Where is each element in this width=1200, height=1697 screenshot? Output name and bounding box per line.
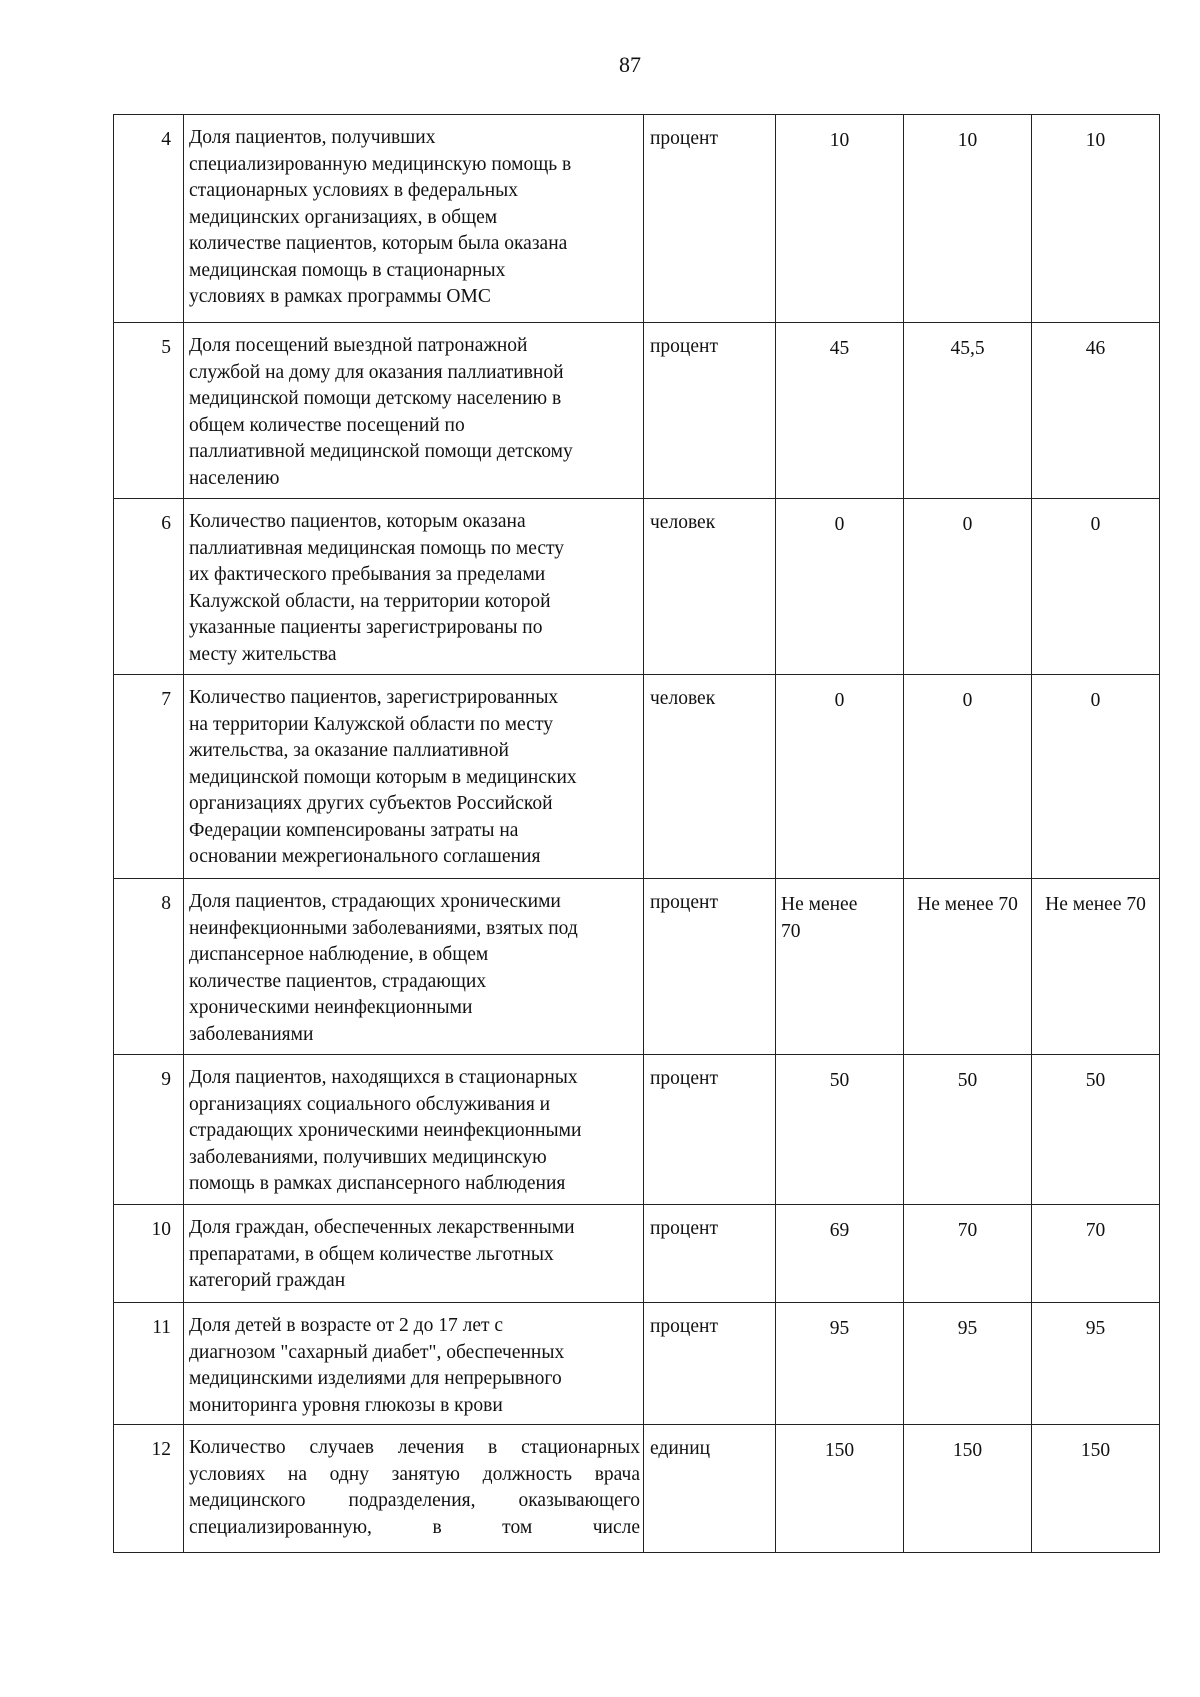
indicator-description [184,1205,644,1303]
value-year-3: 10 [1032,115,1160,323]
description-line: количестве пациентов, которым была оказана [189,233,568,254]
value-year-1: 50 [776,1055,904,1205]
unit-of-measure: процент [644,1205,776,1303]
indicator-description [184,675,644,879]
value-year-1: 0 [776,675,904,879]
table-row [114,1425,1160,1553]
description-line: их фактического пребывания за пределами [189,564,546,585]
indicator-description [184,323,644,499]
table-row [114,1055,1160,1205]
description-line: указанные пациенты зарегистрированы по [189,617,543,638]
description-line: Федерации компенсированы затраты на [189,819,519,841]
row-number: 8 [114,879,184,1055]
unit-of-measure: процент [644,1055,776,1205]
description-line: месту жительства [189,643,337,665]
description-line: медицинских организациях, в общем [189,206,498,228]
value-year-1: 10 [776,115,904,323]
value-line: 70 [781,920,801,942]
value-year-3: 50 [1032,1055,1160,1205]
value-year-3: 46 [1032,323,1160,499]
value-year-2: 45,5 [904,323,1032,499]
description-line: специализированную, в том числе [189,1516,640,1538]
row-number: 11 [114,1303,184,1425]
table-row [114,323,1160,499]
description-line: Количество пациентов, которым оказана [189,511,526,532]
description-line: неинфекционными заболеваниями, взятых под [189,917,578,939]
table-row [114,879,1160,1055]
description-line: жительства, за оказание паллиативной [189,740,509,761]
description-line: заболеваниями [189,1023,314,1045]
value-year-3: 150 [1032,1425,1160,1553]
description-line: диагнозом "сахарный диабет", обеспеченных [189,1341,565,1363]
description-line: стационарных условиях в федеральных [189,180,518,201]
indicator-description [184,115,644,323]
indicator-description [184,1303,644,1425]
description-line: Доля пациентов, находящихся в стационарных [189,1067,578,1088]
value-year-2: 0 [904,675,1032,879]
description-line: медицинского подразделения, оказывающего [189,1490,640,1511]
description-line: помощь в рамках диспансерного наблюдения [189,1173,566,1194]
description-line: Калужской области, на территории которой [189,590,551,612]
value-year-2: 50 [904,1055,1032,1205]
value-year-3: 0 [1032,499,1160,675]
table-row [114,499,1160,675]
unit-of-measure: человек [644,499,776,675]
value-year-1: 45 [776,323,904,499]
value-year-2: 150 [904,1425,1032,1553]
description-line: основании межрегионального соглашения [189,846,541,867]
description-line: количестве пациентов, страдающих [189,970,487,992]
description-line: специализированную медицинскую помощь в [189,153,572,175]
description-line: медицинскими изделиями для непрерывного [189,1368,562,1389]
description-line: медицинская помощь в стационарных [189,259,506,281]
unit-of-measure: человек [644,675,776,879]
description-line: хроническими неинфекционными [189,997,473,1018]
unit-of-measure: процент [644,115,776,323]
value-year-2: 0 [904,499,1032,675]
description-line: Доля пациентов, страдающих хроническими [189,891,561,912]
value-year-2: 95 [904,1303,1032,1425]
row-number: 7 [114,675,184,879]
value-year-1 [776,879,904,1055]
row-number: 12 [114,1425,184,1553]
unit-of-measure: процент [644,879,776,1055]
value-year-3: 0 [1032,675,1160,879]
indicator-description [184,499,644,675]
row-number: 9 [114,1055,184,1205]
value-year-2: 70 [904,1205,1032,1303]
description-line: препаратами, в общем количестве льготных [189,1243,554,1265]
row-number: 5 [114,323,184,499]
description-line: медицинской помощи которым в медицинских [189,766,577,788]
description-line: мониторинга уровня глюкозы в крови [189,1394,503,1416]
value-line: Не менее [781,894,858,915]
description-line: условиях в рамках программы ОМС [189,286,491,307]
description-line: диспансерное наблюдение, в общем [189,944,489,965]
indicator-description [184,1425,644,1553]
description-line: Доля посещений выездной патронажной [189,335,528,356]
description-line: заболеваниями, получивших медицинскую [189,1146,547,1168]
unit-of-measure: процент [644,1303,776,1425]
row-number: 6 [114,499,184,675]
description-line: условиях на одну занятую должность врача [189,1463,640,1485]
description-line: паллиативная медицинская помощь по месту [189,537,565,559]
description-line: категорий граждан [189,1270,346,1291]
page-number: 87 [619,52,641,77]
unit-of-measure: процент [644,323,776,499]
description-line: Доля детей в возрасте от 2 до 17 лет с [189,1315,504,1336]
table-row [114,1303,1160,1425]
description-line: организациях социального обслуживания и [189,1093,551,1115]
value-year-1: 69 [776,1205,904,1303]
description-line: Доля граждан, обеспеченных лекарственными [189,1217,575,1238]
indicator-description [184,1055,644,1205]
value-year-1: 0 [776,499,904,675]
description-line: медицинской помощи детскому населению в [189,388,562,409]
indicators-table [113,114,1160,1553]
value-year-2: 10 [904,115,1032,323]
row-number: 10 [114,1205,184,1303]
value-year-1: 150 [776,1425,904,1553]
value-year-3: Не менее 70 [1032,879,1160,1055]
description-line: на территории Калужской области по месту [189,713,553,735]
unit-of-measure: единиц [644,1425,776,1553]
table-row [114,675,1160,879]
description-line: паллиативной медицинской помощи детскому [189,441,573,462]
description-line: страдающих хроническими неинфекционными [189,1120,582,1141]
description-line: общем количестве посещений по [189,414,465,436]
value-year-1: 95 [776,1303,904,1425]
description-line: организациях других субъектов Российской [189,793,553,814]
description-line: населению [189,467,280,489]
value-year-3: 70 [1032,1205,1160,1303]
table-row [114,1205,1160,1303]
indicator-description [184,879,644,1055]
value-year-3: 95 [1032,1303,1160,1425]
description-line: Количество случаев лечения в стационарных [189,1437,640,1458]
description-line: Количество пациентов, зарегистрированных [189,687,559,708]
row-number: 4 [114,115,184,323]
description-line: Доля пациентов, получивших [189,127,436,148]
table-row [114,115,1160,323]
description-line: службой на дому для оказания паллиативной [189,361,564,383]
value-year-2: Не менее 70 [904,879,1032,1055]
